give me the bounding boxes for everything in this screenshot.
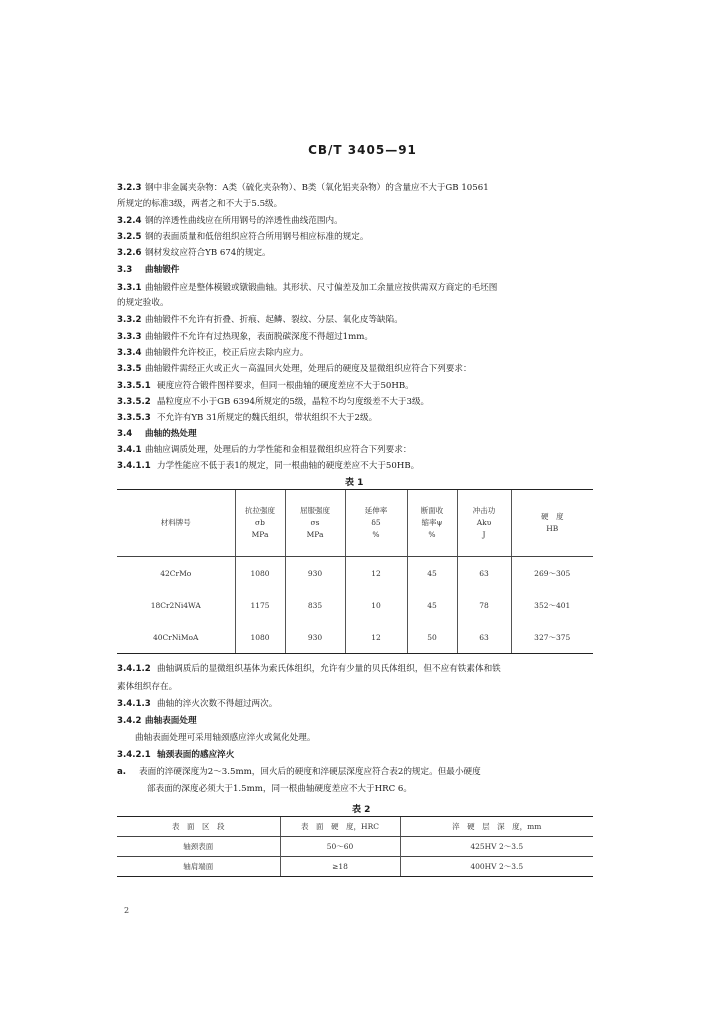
header-text: 延伸率: [364, 506, 388, 515]
table-1-header-cell: [511, 490, 593, 557]
clause-number: 3.4.2: [117, 716, 142, 726]
clause-text: 所规定的标准3级，两者之和不大于5.5级。: [117, 199, 283, 209]
table-cell: 930: [285, 621, 345, 654]
table-2-header-cell: 表 面 硬 度，HRC: [280, 817, 400, 837]
header-text: %: [372, 530, 380, 539]
clause-number: 3.4.2.1: [117, 750, 151, 760]
header-text: MPa: [251, 530, 269, 539]
clause-line: [117, 765, 481, 777]
table-cell: 45: [407, 589, 457, 621]
clause-text: 硬度应符合锻件图样要求，但同一根曲轴的硬度差应不大于50HB。: [157, 381, 414, 391]
clause-text: 不允许有YB 31所规定的魏氏组织，带状组织不大于2级。: [157, 413, 378, 423]
header-text: Akυ: [476, 518, 492, 527]
table-1-header-cell: [285, 490, 345, 557]
header-text: J: [482, 530, 486, 539]
clause-text: 部表面的深度必须大于1.5mm，同一根曲轴硬度差应不大于HRC 6。: [147, 784, 412, 794]
clause-line: [117, 662, 501, 674]
clause-number: a.: [117, 767, 127, 777]
table-1-header-cell: [407, 490, 457, 557]
clause-line: [117, 362, 472, 374]
clause-text: 钢材发纹应符合YB 674的规定。: [145, 248, 271, 258]
clause-line: [117, 197, 282, 209]
clause-number: 3.3.1: [117, 283, 142, 293]
clause-line: [117, 459, 419, 471]
clause-text: 钢中非金属夹杂物：A类（硫化夹杂物）、B类（氧化铝夹杂物）的含量应不大于GB 10561: [145, 183, 489, 193]
clause-number: 3.4: [117, 429, 133, 439]
header-text: σs: [310, 518, 320, 527]
table-2-header-cell: 表 面 区 段: [117, 817, 280, 837]
clause-number: 3.2.5: [117, 232, 142, 242]
surface-hardness-table: [117, 816, 593, 877]
clause-text: 曲轴锻件应是整体模锻或镦锻曲轴。其形状、尺寸偏差及加工余量应按供需双方商定的毛坯图: [145, 283, 498, 293]
clause-number: 3.4.1.3: [117, 699, 151, 709]
clause-text: 力学性能应不低于表1的规定，同一根曲轴的硬度差应不大于50HB。: [157, 461, 420, 471]
clause-line: [117, 395, 429, 407]
clause-line: [117, 411, 377, 423]
header-text: HB: [546, 524, 559, 533]
table-cell: 10: [345, 589, 407, 621]
clause-number: 3.3.3: [117, 332, 142, 342]
table-cell: 12: [345, 621, 407, 654]
table-1-header-cell: [235, 490, 285, 557]
clause-text: 曲轴锻件允许校正，校正后应去除内应力。: [145, 348, 309, 358]
clause-text: 曲轴锻件不允许有折叠、折痕、起鳞、裂纹、分层、氧化皮等缺陷。: [145, 315, 403, 325]
clause-text: 曲轴锻件不允许有过热现象，表面脱碳深度不得超过1mm。: [145, 332, 374, 342]
header-text: δ5: [371, 518, 381, 527]
table-1-header-cell: [345, 490, 407, 557]
header-text: 断面收: [420, 506, 444, 515]
clause-text: 曲轴锻件: [145, 265, 180, 275]
table-cell: 400HV 2～3.5: [400, 857, 593, 877]
table-cell: 352～401: [511, 589, 593, 621]
clause-line: [117, 346, 308, 358]
clause-line: [117, 782, 412, 794]
table-row: [117, 621, 593, 654]
table-row: [117, 837, 593, 857]
clause-number: 3.2.4: [117, 216, 142, 226]
table-cell: 轴肩端面: [117, 857, 280, 877]
header-text: MPa: [306, 530, 324, 539]
page-number: 2: [124, 906, 130, 915]
clause-line: [117, 680, 177, 692]
clause-text: 晶粒度应不小于GB 6394所规定的5级，晶粒不均匀度级差不大于3级。: [157, 397, 430, 407]
header-text: 冲击功: [472, 506, 496, 515]
clause-line: [117, 263, 179, 275]
clause-line: [117, 246, 271, 258]
table-cell: 1080: [235, 557, 285, 590]
clause-line: [117, 731, 315, 743]
clause-line: [117, 697, 277, 709]
clause-number: 3.3.2: [117, 315, 142, 325]
table-row: [117, 857, 593, 877]
table-1-header-row: [117, 490, 593, 557]
clause-text: 曲轴调质后的显微组织基体为索氏体组织，允许有少量的贝氏体组织，但不应有铁素体和铁: [157, 664, 501, 674]
table-cell: 1175: [235, 589, 285, 621]
table-row: [117, 589, 593, 621]
clause-line: [117, 379, 414, 391]
clause-number: 3.3.4: [117, 348, 142, 358]
table-cell: 1080: [235, 621, 285, 654]
table-cell: 50～60: [280, 837, 400, 857]
table-cell: 78: [457, 589, 511, 621]
clause-text: 表面的淬硬深度为2～3.5mm，回火后的硬度和淬硬层深度应符合表2的规定。但最小硬度: [139, 767, 481, 777]
table-2-header-cell: 淬 硬 层 深 度，mm: [400, 817, 593, 837]
table-cell: 63: [457, 621, 511, 654]
mechanical-properties-table: [117, 489, 593, 654]
table-cell: 50: [407, 621, 457, 654]
clause-text: 钢的淬透性曲线应在所用钢号的淬透性曲线范围内。: [145, 216, 343, 226]
table-2-caption: 表 2: [352, 805, 371, 815]
table-cell: 835: [285, 589, 345, 621]
clause-text: 曲轴的淬火次数不得超过两次。: [157, 699, 278, 709]
clause-number: 3.4.1.2: [117, 664, 151, 674]
clause-text: 曲轴表面处理: [145, 716, 197, 726]
table-cell: 12: [345, 557, 407, 590]
table-cell: ≥18: [280, 857, 400, 877]
header-text: 屈服强度: [300, 506, 330, 515]
clause-line: [117, 313, 403, 325]
clause-text: 曲轴应调质处理，处理后的力学性能和金相显微组织应符合下列要求：: [145, 445, 412, 455]
table-cell: 42CrMo: [160, 568, 192, 578]
clause-line: [117, 181, 489, 193]
clause-number: 3.2.3: [117, 183, 142, 193]
table-cell: 425HV 2～3.5: [400, 837, 593, 857]
clause-number: 3.3: [117, 265, 133, 275]
table-1-header-cell: [457, 490, 511, 557]
clause-line: [117, 214, 343, 226]
header-text: σb: [255, 518, 265, 527]
table-1-caption: 表 1: [345, 478, 364, 488]
clause-text: 曲轴的热处理: [145, 429, 197, 439]
clause-line: [117, 748, 234, 760]
clause-line: [117, 330, 373, 342]
clause-number: 3.3.5.2: [117, 397, 151, 407]
clause-text: 曲轴锻件需经正火或正火－高温回火处理，处理后的硬度及显微组织应符合下列要求：: [145, 364, 472, 374]
clause-line: [117, 281, 497, 293]
table-1-header-cell: [117, 490, 235, 557]
table-cell: 45: [407, 557, 457, 590]
header-text: 材料牌号: [160, 518, 191, 527]
clause-line: [117, 443, 411, 455]
clause-text: 的规定验收。: [117, 298, 169, 308]
clause-line: [117, 714, 197, 726]
table-cell: 930: [285, 557, 345, 590]
table-cell: 40CrNiMoA: [117, 621, 235, 654]
clause-number: 3.3.5.1: [117, 381, 151, 391]
clause-number: 3.2.6: [117, 248, 142, 258]
table-cell: 轴颈表面: [183, 842, 214, 851]
table-cell: 18Cr2Ni4WA: [150, 600, 201, 610]
clause-text: 素体组织存在。: [117, 682, 178, 692]
standard-code-header: CB/T 3405—91: [308, 143, 417, 157]
table-2-header-row: [117, 817, 593, 837]
table-row: [117, 557, 593, 590]
header-text: %: [428, 530, 436, 539]
clause-number: 3.4.1: [117, 445, 142, 455]
clause-text: 钢的表面质量和低倍组织应符合所用钢号相应标准的规定。: [145, 232, 369, 242]
header-text: 硬 度: [541, 512, 564, 521]
table-cell: 63: [457, 557, 511, 590]
clause-number: 3.4.1.1: [117, 461, 151, 471]
clause-line: [117, 427, 197, 439]
clause-number: 3.3.5.3: [117, 413, 151, 423]
clause-text: 曲轴表面处理可采用轴颈感应淬火或氮化处理。: [135, 733, 316, 743]
header-text: 缩率ψ: [421, 518, 443, 527]
clause-line: [117, 296, 169, 308]
clause-line: [117, 230, 368, 242]
clause-text: 轴颈表面的感应淬火: [157, 750, 235, 760]
clause-number: 3.3.5: [117, 364, 142, 374]
table-cell: 327～375: [511, 621, 593, 654]
table-cell: 269～305: [511, 557, 593, 590]
header-text: 抗拉强度: [245, 506, 275, 515]
